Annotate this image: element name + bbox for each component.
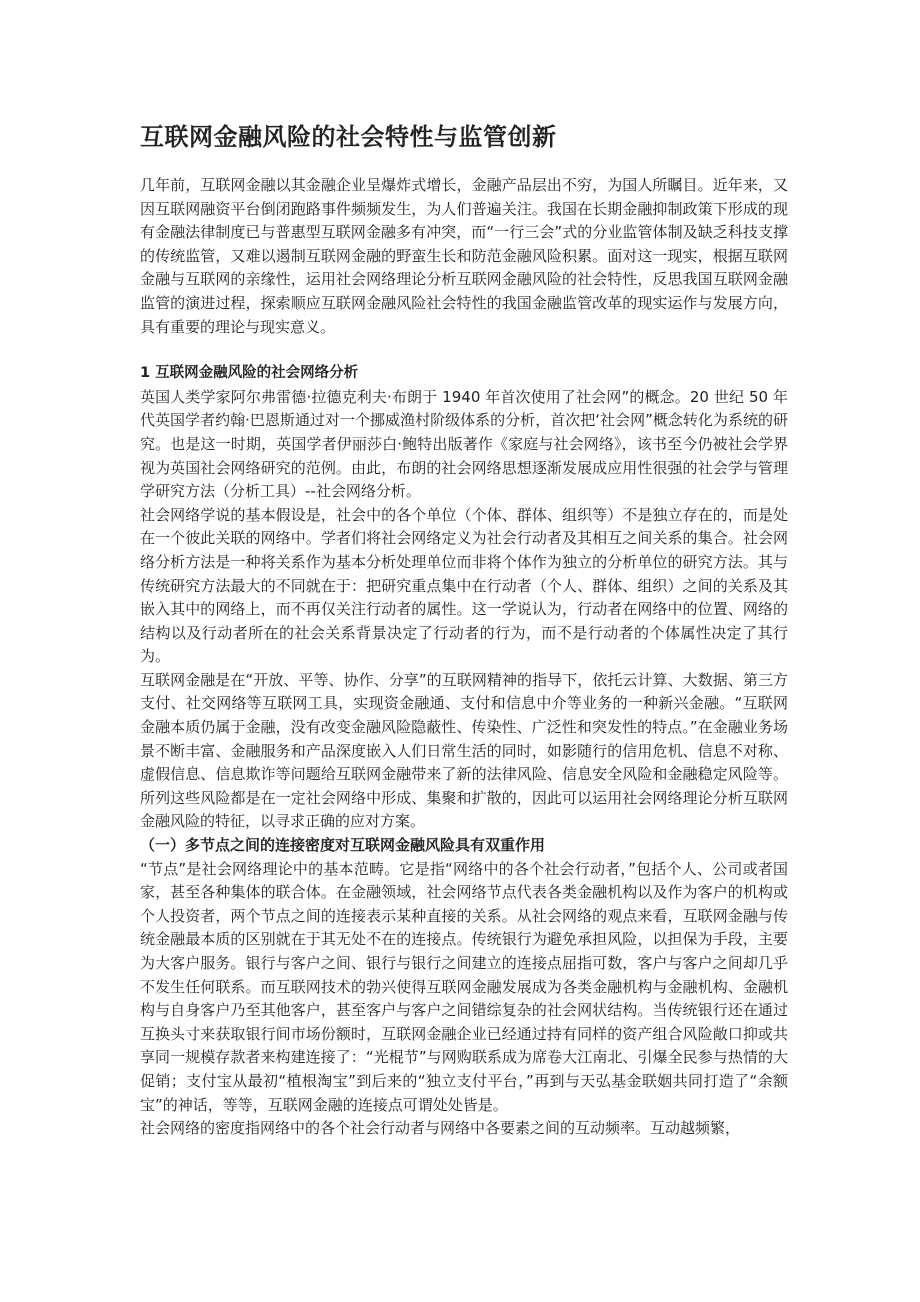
body-paragraph: 社会网络学说的基本假设是，社会中的各个单位（个体、群体、组织等）不是独立存在的，而是处在一个彼此关联的网络中。学者们将社会网络定义为社会行动者及其相互之间关系的集合。社会网络分析方法是一种将关系作为基本分析处理单位而非将个体作为独立的分析单位的研究方法。其与传统研究方法最大的不同就在于：把研究重点集中在行动者（个人、群体、组织）之间的关系及其嵌入其中的网络上，而不再仅关注行动者的属性。这一学说认为，行动者在网络中的位置、网络的结构以及行动者所在的社会关系背景决定了行动者的行为，而不是行动者的个体属性决定了其行为。 bbox=[140, 505, 788, 666]
section-heading: 1 互联网金融风险的社会网络分析 bbox=[140, 365, 359, 382]
document-title: 互联网金融风险的社会特性与监管创新 bbox=[140, 123, 557, 151]
subsection-heading: （一）多节点之间的连接密度对互联网金融风险具有双重作用 bbox=[140, 836, 546, 855]
document-page bbox=[140, 118, 788, 1141]
paragraph-gap bbox=[140, 339, 788, 362]
body-paragraph: “节点”是社会网络理论中的基本范畴。它是指“网络中的各个社会行动者，”包括个人、公司或者国家，甚至各种集体的联合体。在金融领域，社会网络节点代表各类金融机构以及作为客户的机构或个人投资者，两个节点之间的连接表示某种直接的关系。从社会网络的观点来看，互联网金融与传统金融最本质的区别就在于其无处不在的连接点。传统银行为避免承担风险，以担保为手段，主要为大客户服务。银行与客户之间、银行与银行之间建立的连接点屈指可数，客户与客户之间却几乎不发生任何联系。而互联网技术的勃兴使得互联网金融发展成为各类金融机构与金融机构、金融机构与自身客户乃至其他客户，甚至客户与客户之间错综复杂的社会网状结构。当传统银行还在通过互换头寸来获取银行间市场份额时，互联网金融企业已经通过持有同样的资产组合风险敞口抑或共享同一规模存款者来构建连接了：“光棍节”与网购联系成为席卷大江南北、引爆全民参与热情的大促销；支付宝从最初“植根淘宝”到后来的“独立支付平台，”再到与天弘基金联姻共同打造了“余额宝”的神话，等等，互联网金融的连接点可谓处处皆是。 bbox=[140, 859, 788, 1114]
body-paragraph: 互联网金融是在“开放、平等、协作、分享”的互联网精神的指导下，依托云计算、大数据、第三方支付、社交网络等互联网工具，实现资金融通、支付和信息中介等业务的一种新兴金融。“互联网金融本质仍属于金融，没有改变金融风险隐蔽性、传染性、广泛性和突发性的特点。”在金融业务场景不断丰富、金融服务和产品深度嵌入人们日常生活的同时，如影随行的信用危机、信息不对称、虚假信息、信息欺诈等问题给互联网金融带来了新的法律风险、信息安全风险和金融稳定风险等。所列这些风险都是在一定社会网络中形成、集聚和扩散的，因此可以运用社会网络理论分析互联网金融风险的特征，以寻求正确的应对方案。 bbox=[140, 670, 788, 831]
body-paragraph: 社会网络的密度指网络中的各个社会行动者与网络中各要素之间的互动频率。互动越频繁， bbox=[140, 1119, 741, 1138]
body-paragraph: 英国人类学家阿尔弗雷德·拉德克利夫·布朗于 1940 年首次使用了社会网”的概念。20 世纪 50 年代英国学者约翰·巴恩斯通过对一个挪威渔村阶级体系的分析，首次把‘社会网”概念转化为系统的研究。也是这一时期，英国学者伊丽莎白·鲍特出版著作《家庭与社会网络》，该书至今仍被社会学界视为英国社会网络研究的范例。由此，布朗的社会网络思想逐渐发展成应用性很强的社会学与管理学研究方法（分析工具）--社会网络分析。 bbox=[140, 387, 788, 501]
intro-paragraph: 几年前，互联网金融以其金融企业呈爆炸式增长，金融产品层出不穷，为国人所瞩目。近年来，又因互联网融资平台倒闭跑路事件频频发生，为人们普遍关注。我国在长期金融抑制政策下形成的现有金融法律制度已与普惠型互联网金融多有冲突，而“一行三会”式的分业监管体制及缺乏科技支撑的传统监管，又难以遏制互联网金融的野蛮生长和防范金融风险积累。面对这一现实，根据互联网金融与互联网的亲缘性，运用社会网络理论分析互联网金融风险的社会特性，反思我国互联网金融监管的演进过程，探索顺应互联网金融风险社会特性的我国金融监管改革的现实运作与发展方向，具有重要的理论与现实意义。 bbox=[140, 176, 788, 336]
